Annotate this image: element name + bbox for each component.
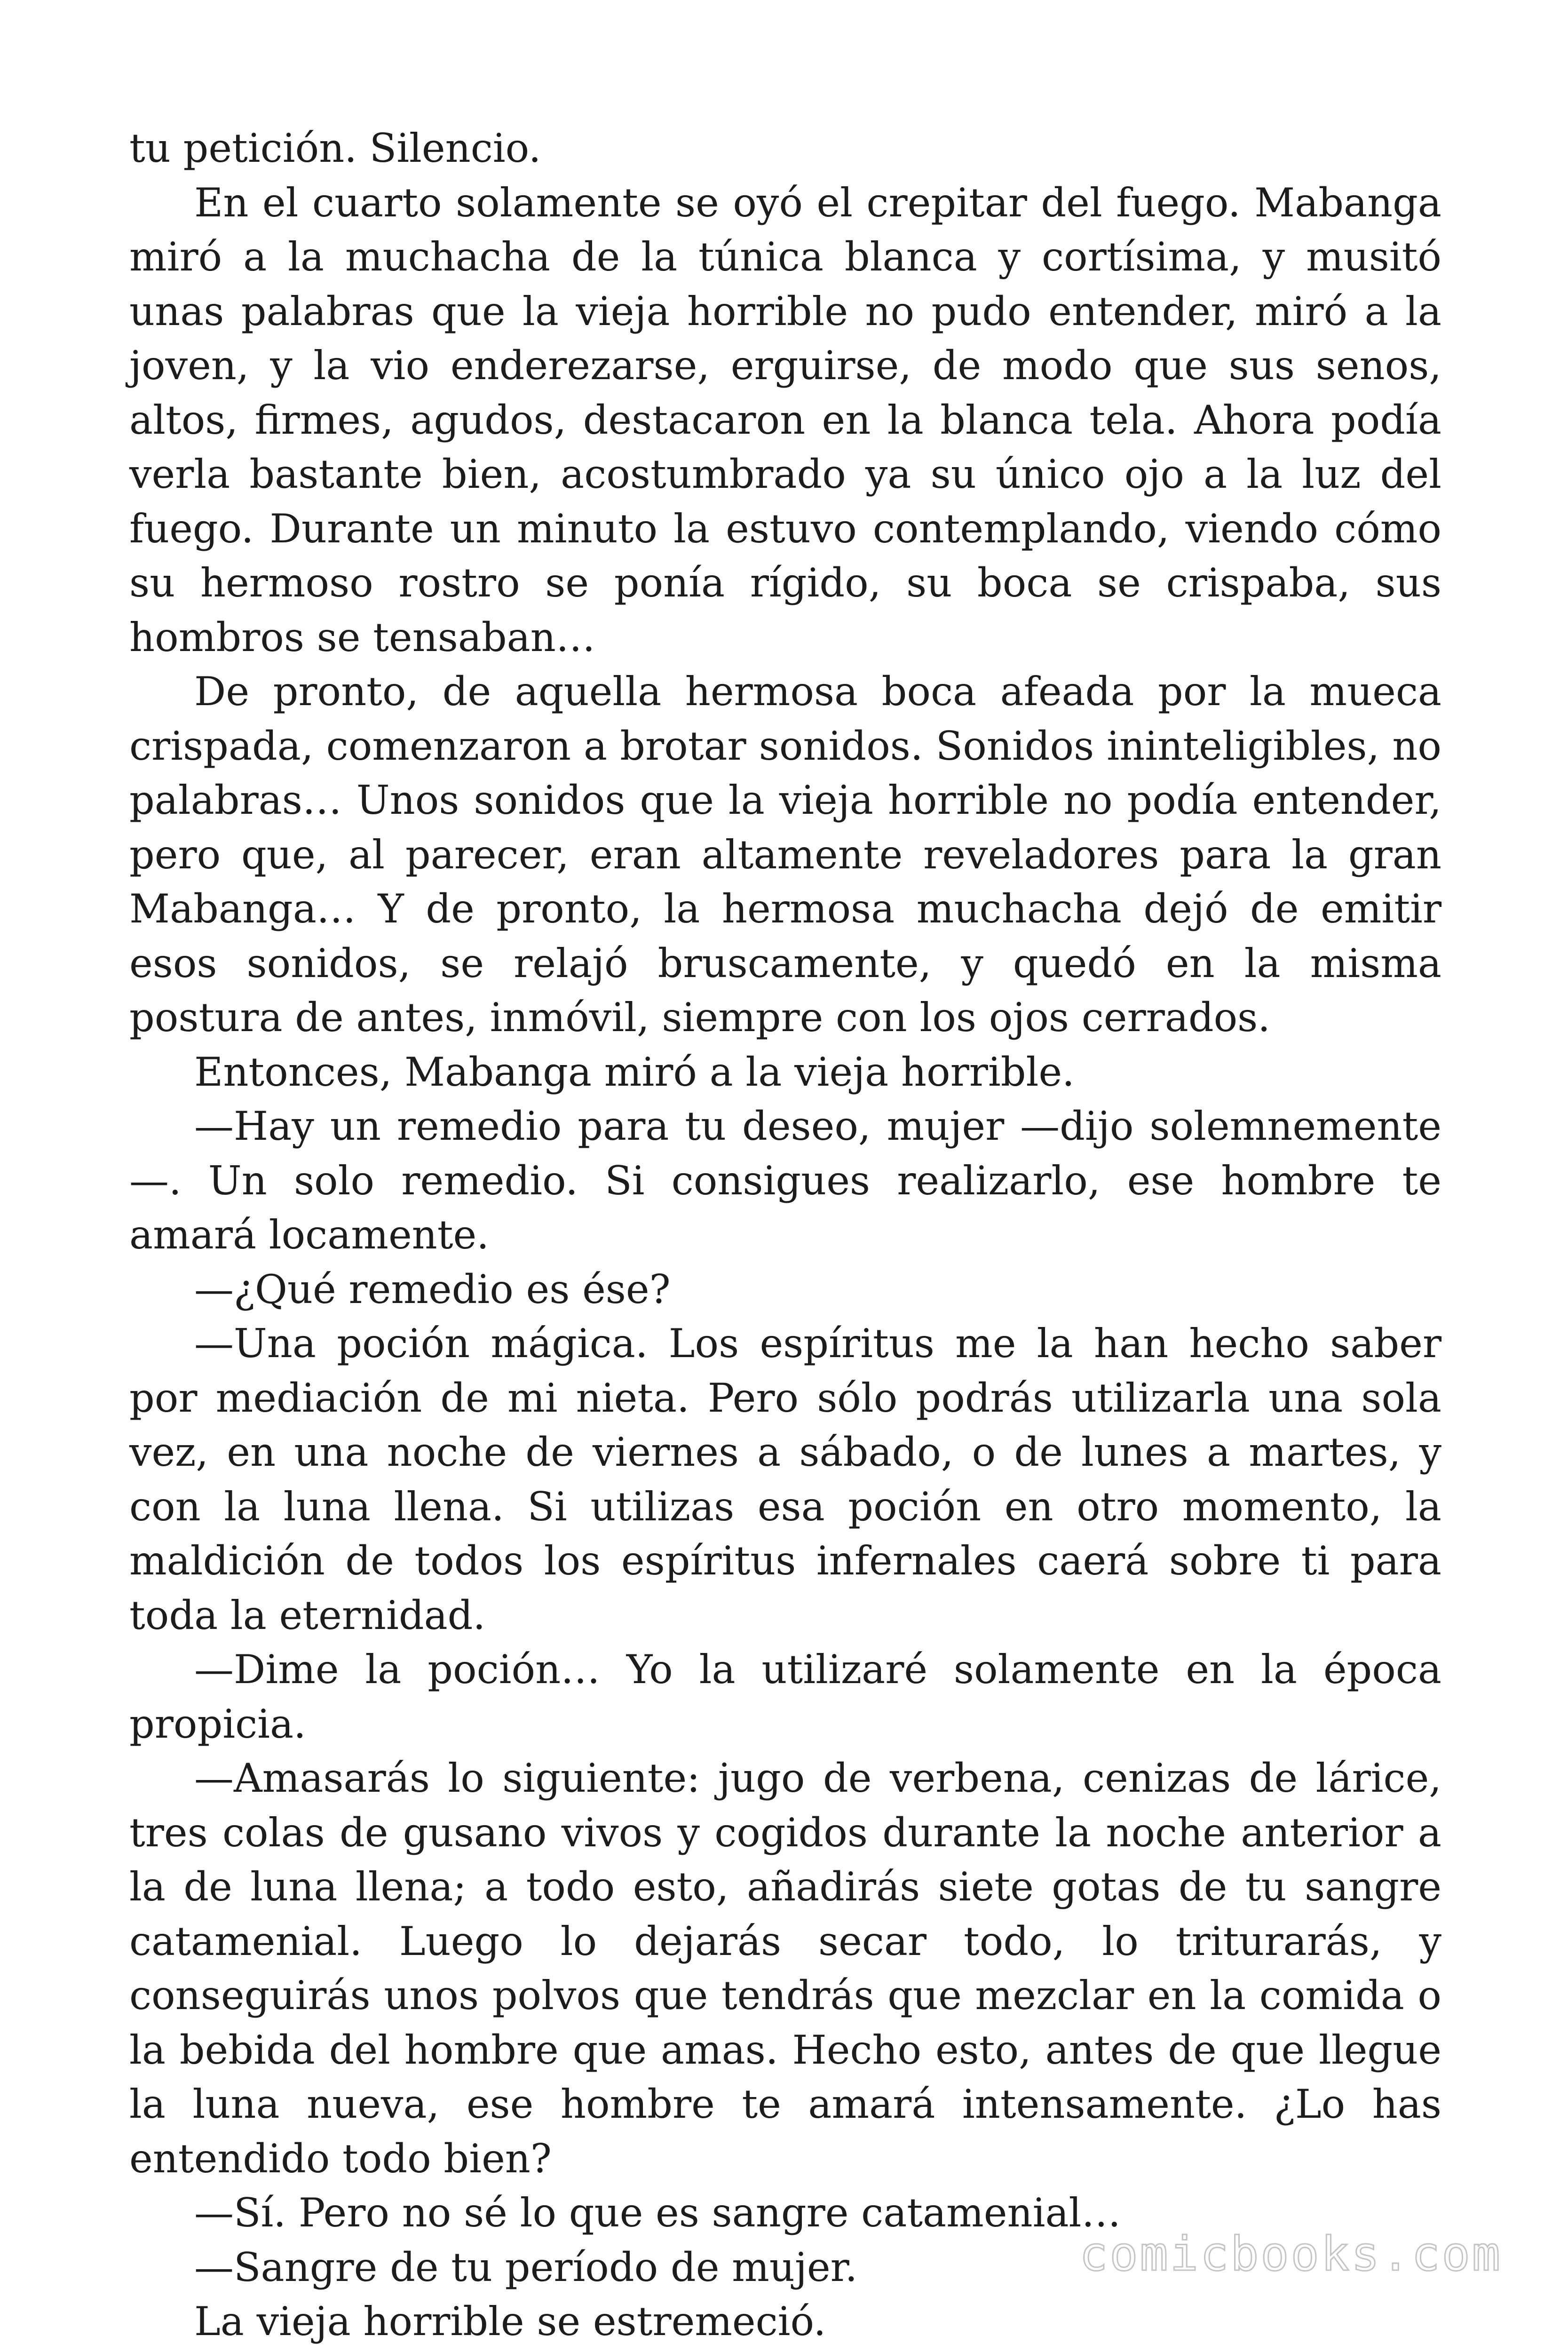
paragraph-4: —Hay un remedio para tu deseo, mujer —dijo solemnemente—. Un solo remedio. Si consigues realizarlo, ese hombre te amará locamente. <box>129 1103 1441 1258</box>
paragraph-0: tu petición. Silencio. <box>129 125 541 171</box>
paragraph-9: —Sí. Pero no sé lo que es sangre catamenial… <box>194 2190 1121 2236</box>
paragraph-5: —¿Qué remedio es ése? <box>194 1266 671 1312</box>
paragraph-3: Entonces, Mabanga miró a la vieja horrible. <box>194 1049 1075 1095</box>
watermark-text: comicbooks.com <box>1079 2226 1502 2281</box>
paragraph-6: —Una poción mágica. Los espíritus me la han hecho saber por mediación de mi nieta. Pero sólo podrás utilizarla una sola vez, en una noche de viernes a sábado, o de lunes a martes, y con la luna llena. Si utilizas esa poción en otro momento, la maldición de todos los espíritus infernales caerá sobre ti para toda la eternidad. <box>129 1320 1441 1638</box>
paragraph-2: De pronto, de aquella hermosa boca afeada por la mueca crispada, comenzaron a brotar sonidos. Sonidos ininteligibles, no palabras… Unos sonidos que la vieja horrible no podía entender, pero que, al parecer, eran altamente reveladores para la gran Mabanga… Y de pronto, la hermosa muchacha dejó de emitir esos sonidos, se relajó bruscamente, y quedó en la misma postura de antes, inmóvil, siempre con los ojos cerrados. <box>129 668 1441 1041</box>
paragraph-10: —Sangre de tu período de mujer. <box>194 2244 858 2290</box>
paragraph-7: —Dime la poción… Yo la utilizaré solamente en la época propicia. <box>129 1646 1441 1747</box>
paragraph-11: La vieja horrible se estremeció. <box>194 2298 826 2344</box>
paragraph-8: —Amasarás lo siguiente: jugo de verbena, cenizas de lárice, tres colas de gusano vivos y cogidos durante la noche anterior a la de luna llena; a todo esto, añadirás siete gotas de tu sangre catamenial. Luego lo dejarás secar todo, lo triturarás, y conseguirás unos polvos que tendrás que mezclar en la comida o la bebida del hombre que amas. Hecho esto, antes de que llegue la luna nueva, ese hombre te amará intensamente. ¿Lo has entendido todo bien? <box>129 1755 1441 2182</box>
body-text <box>129 121 1441 2349</box>
paragraph-1: En el cuarto solamente se oyó el crepitar del fuego. Mabanga miró a la muchacha de la túnica blanca y cortísima, y musitó unas palabras que la vieja horrible no pudo entender, miró a la joven, y la vio enderezarse, erguirse, de modo que sus senos, altos, firmes, agudos, destacaron en la blanca tela. Ahora podía verla bastante bien, acostumbrado ya su único ojo a la luz del fuego. Durante un minuto la estuvo contemplando, viendo cómo su hermoso rostro se ponía rígido, su boca se crispaba, sus hombros se tensaban… <box>129 179 1441 660</box>
